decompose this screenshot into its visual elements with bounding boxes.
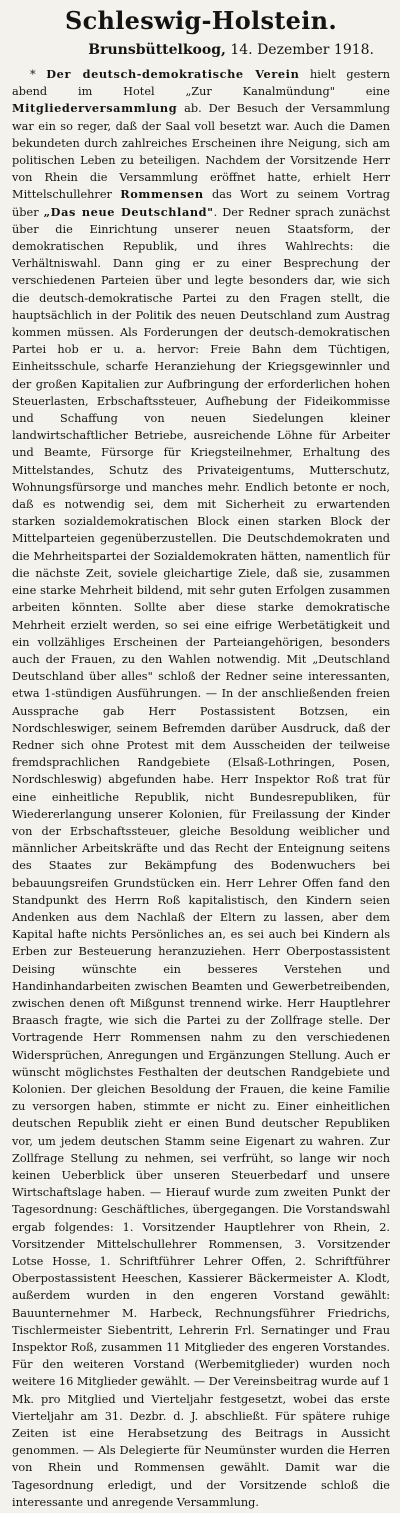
dateline-date: 14. Dezember 1918. xyxy=(230,42,374,58)
emphasized-text: Der deutsch-demokratische Verein xyxy=(46,67,300,81)
paragraph-marker: * xyxy=(30,68,47,81)
emphasized-text: „Das neue Deutschland" xyxy=(43,204,214,219)
dateline-place: Brunsbüttelkoog, xyxy=(88,42,226,58)
article-body xyxy=(12,66,390,1511)
headline: Schleswig-Holstein. xyxy=(64,6,338,35)
body-text-run: hielt gestern abend im Hotel „Zur Kanalmündung" eine xyxy=(12,68,390,99)
dateline xyxy=(12,40,390,60)
emphasized-text: Rommensen xyxy=(120,187,204,202)
body-text-run: das Wort zu seinem Vortrag über xyxy=(12,188,391,219)
body-text-run: . Der Redner sprach zunächst über die Einrichtung unserer neuen Staatsform, der demokratischen Republik, und ihres Wahlrechts: die Verhältniswahl. Dann ging er zu einer Besprechung der verschiedenen Parteien über und legte besonders dar, wie sich die deutsch-demokratische Partei zu den Fragen stellt, die hauptsächlich in der Politik des neuen Deutschland zum Austrag kommen müssen. Als Forderungen der deutsch-demokratischen Partei hob er u. a. hervor: Freie Bahn dem Tüchtigen, Einheitsschule, scharfe Heranziehung der Kriegsgewinnler und der großen Kapitalien zur Aufbringung der erforderlichen hohen Steuerlasten, Erbschaftssteuer, Aufhebung der Fideikommisse und Schaffung von neuen Siedelungen kleiner landwirtschaftlicher Betriebe, ausreichende Löhne für Arbeiter und Beamte, Fürsorge für Kriegsteilnehmer, Erhaltung des Mittelstandes, Schutz des Privateigentums, Mutterschutz, Wohnungsfürsorge und manches mehr. Endlich betonte er noch, daß es notwendig sei, dem mit Sicherheit zu erwartenden starken sozialdemokratischen Block einen starken Block der Mittelparteien gegenüberzustellen. Die Deutschdemokraten und die Mehrheitspartei der Sozialdemokraten hätten, namentlich für die nächste Zeit, soviele gleichartige Ziele, daß sie, zusammen eine starke Mehrheit bildend, mit sehr guten Erfolgen zusammen arbeiten könnten. Sollte aber diese starke demokratische Mehrheit erzielt werden, so sei eine eifrige Werbetätigkeit und ein vollzähliges Erscheinen der Parteiangehörigen, besonders auch der Frauen, zu den Wahlen notwendig. Mit „Deutschland Deutschland über alles" schloß der Redner seine interessanten, etwa 1-stündigen Ausführungen. — In der anschließenden freien Aussprache gab Herr Postassistent Botzsen, ein Nordschleswiger, seinem Befremden darüber Ausdruck, daß der Redner sich ohne Protest mit dem Ausscheiden der teilweise fremdsprachlichen Randgebiete (Elsaß-Lothringen, Posen, Nordschleswig) abgefunden habe. Herr Inspektor Roß trat für eine einheitliche Republik, nicht Bundesrepubliken, für Wiedererlangung unserer Kolonien, für Freilassung der Kinder von der Erbschaftssteuer, gleiche Besoldung weiblicher und männlicher Arbeitskräfte und das Recht der Enteignung seitens des Staates zur Bekämpfung des Bodenwuchers bei bebauungsreifen Grundstücken ein. Herr Lehrer Offen fand den Standpunkt des Herrn Roß kapitalistisch, den Kindern seien Andenken aus dem Nachlaß der Eltern zu lassen, aber dem Kapital hafte nichts Persönliches an, es sei auch bei Kindern als Erben zur Besteuerung heranzuziehen. Herr Oberpostassistent Deising wünschte ein besseres Verstehen und Handinhandarbeiten zwischen Beamten und Gewerbetreibenden, zwischen denen oft Mißgunst trennend wirke. Herr Hauptlehrer Braasch fragte, wie sich die Partei zu der Zollfrage stelle. Der Vortragende Herr Rommensen nahm zu den verschiedenen Widersprüchen, Anregungen und Ergänzungen Stellung. Auch er wünscht möglichstes Festhalten der deutschen Randgebiete und Kolonien. Der gleichen Besoldung der Frauen, die keine Familie zu versorgen haben, stimmte er nicht zu. Einer einheitlichen deutschen Republik zieht er einen Bund deutscher Republiken vor, um jedem deutschen Stamm seine Eigenart zu wahren. Zur Zollfrage Stellung zu nehmen, sei verfrüht, so lange wir noch keinen Ueberblick über unseren Steuerbedarf und unsere Wirtschaftslage haben. — Hierauf wurde zum zweiten Punkt der Tagesordnung: Geschäftliches, übergegangen. Die Vorstandswahl ergab folgendes: 1. Vorsitzender Hauptlehrer von Rhein, 2. Vorsitzender Mittelschullehrer Rommensen, 3. Vorsitzender Lotse Hosse, 1. Schriftführer Lehrer Offen, 2. Schriftführer Oberpostassistent Heeschen, Kassierer Bäckermeister A. Klodt, außerdem wurden in den engeren Vorstand gewählt: Bauunternehmer M. Harbeck, Rechnungsführer Friedrichs, Tischlermeister Siebentritt, Lehrerin Frl. Sernatinger und Frau Inspektor Roß, zusammen 11 Mitglieder des engeren Vorstandes. Für den weiteren Vorstand (Werbemitglieder) wurden noch weitere 16 Mitglieder gewählt. — Der Vereinsbeitrag wurde auf 1 Mk. pro Mitglied und Vierteljahr festgesetzt, wobei das erste Vierteljahr am 31. Dezbr. d. J. abschließt. Für spätere ruhige Zeiten ist eine Herabsetzung des Beitrags in Aussicht genommen. — Als Delegierte für Neumünster wurden die Herren von Rhein und Rommensen gewählt. Damit war die Tagesordnung erledigt, und der Vorsitzende schloß die interessante und anregende Versammlung. xyxy=(12,205,391,1509)
emphasized-text: Mitgliederversammlung xyxy=(12,101,178,116)
body-text-run: ab. Der Besuch der Versammlung war ein so reger, daß der Saal voll besetzt war. Auch die Damen bekundeten durch zahlreiches Erscheinen ihre Neigung, sich am politischen Leben zu beteiligen. Nachdem der Vorsitzende Herr von Rhein die Versammlung eröffnet hatte, erhielt Herr Mittelschullehrer xyxy=(12,102,390,202)
